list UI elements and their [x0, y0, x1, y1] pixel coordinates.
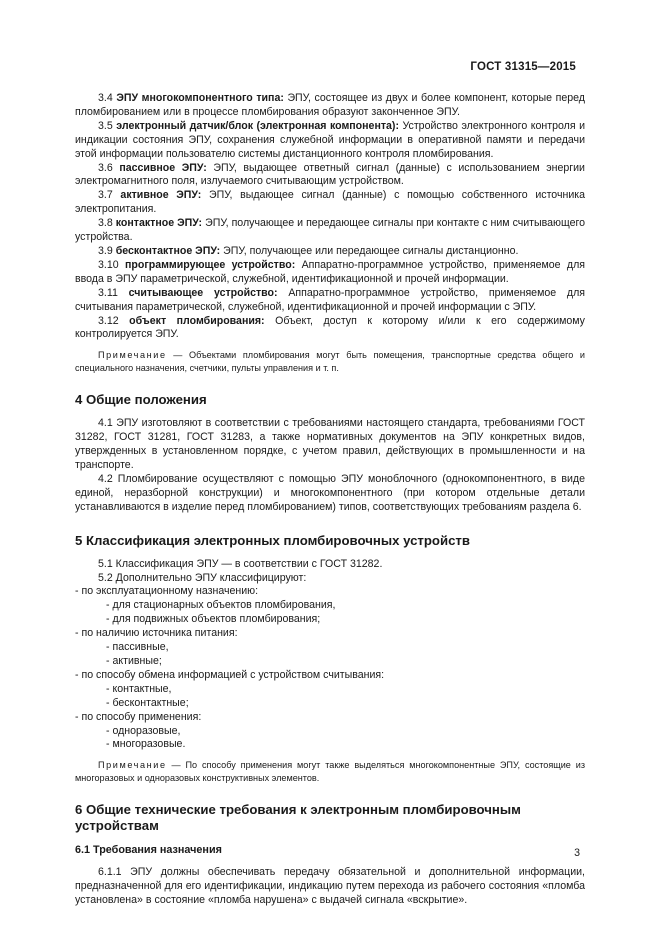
- term-definition: ЭПУ, выдающее ответный сигнал (данные) с использованием энергии электромагнитного поля, излучаемого считывающим устройством.: [75, 161, 585, 188]
- list-item: - многоразовые.: [106, 738, 186, 751]
- term-3-10: 3.10 программирующее устройство: Аппаратно-программное устройство, применяемое для ввода в ЭПУ параметрической, служебной, идентификационной и прочей информации.: [75, 258, 586, 285]
- paragraph-4-1: 4.1 ЭПУ изготовляют в соответствии с требованиями настоящего стандарта, требованиями ГОСТ 31282, ГОСТ 31281, ГОСТ 31283, а также нормативных документов на ЭПУ конкретных видов, утвержденных в установленном порядке, с учетом правил, действующих в промышленности и на транспорте.: [75, 417, 585, 472]
- terms-list: [75, 92, 585, 342]
- term-definition: Объект, доступ к которому и/или к его содержимому контролируется ЭПУ.: [75, 314, 585, 341]
- term-definition: ЭПУ, получающее или передающее сигналы дистанционно.: [223, 244, 519, 257]
- term-definition: Устройство электронного контроля и индикации состояния ЭПУ, сохранения служебной информации в оперативной памяти и передачи этой информации пользователю системы дистанционного контроля пломбирования.: [75, 119, 585, 160]
- paragraph-4-2: 4.2 Пломбирование осуществляют с помощью ЭПУ моноблочного (однокомпонентного, в виде единой, неразборной конструкции) и многокомпонентного (при котором отдельные детали устанавливаются в изделие перед пломбированием) типов, соответствующих требованиям раздела 6.: [75, 472, 585, 513]
- paragraph-5-2: 5.2 Дополнительно ЭПУ классифицируют:: [98, 571, 307, 584]
- section-6-title: 6 Общие технические требования к электронным пломбировочным устройствам: [75, 802, 521, 834]
- term-name: активное ЭПУ:: [120, 189, 202, 202]
- term-name: программирующее устройство:: [124, 258, 296, 271]
- term-name: электронный датчик/блок (электронная компонента):: [116, 119, 399, 132]
- term-name: пассивное ЭПУ:: [119, 161, 207, 174]
- subsection-6-1-title: 6.1 Требования назначения: [75, 844, 222, 857]
- standard-code-header: ГОСТ 31315—2015: [470, 61, 576, 73]
- classification-list: [75, 585, 585, 752]
- note-reusable: [75, 759, 585, 784]
- list-item: - бесконтактные;: [106, 696, 189, 709]
- page-content: [75, 92, 585, 908]
- list-item: - по способу применения:: [75, 710, 202, 723]
- term-name: объект пломбирования:: [129, 314, 265, 327]
- paragraph-5-1: 5.1 Классификация ЭПУ — в соответствии с ГОСТ 31282.: [98, 557, 383, 570]
- term-name: контактное ЭПУ:: [115, 217, 203, 230]
- term-3-8: 3.8 контактное ЭПУ: ЭПУ, получающее и передающее сигналы при контакте с ним считывающего устройства.: [75, 217, 586, 244]
- list-item: - активные;: [106, 655, 162, 667]
- note-label: Примечание: [98, 350, 167, 361]
- term-3-11: 3.11 считывающее устройство: Аппаратно-программное устройство, применяемое для считывания параметрической, служебной, идентификационной и прочей информации с ЭПУ.: [75, 286, 586, 313]
- note-text: — По способу применения могут также выделяться многокомпонентные ЭПУ, состоящие из многоразовых и одноразовых конструктивных элементов.: [75, 760, 585, 783]
- term-definition: Аппаратно-программное устройство, применяемое для ввода в ЭПУ параметрической, служебной, идентификационной и прочей информации.: [75, 258, 586, 285]
- term-3-12: 3.12 объект пломбирования: Объект, доступ к которому и/или к его содержимому контролируется ЭПУ.: [75, 314, 585, 341]
- note-objects: [75, 349, 585, 374]
- list-item: - для стационарных объектов пломбирования,: [106, 599, 336, 612]
- term-definition: ЭПУ, получающее и передающее сигналы при контакте с ним считывающего устройства.: [75, 217, 586, 244]
- paragraph-6-1-1: 6.1.1 ЭПУ должны обеспечивать передачу обязательной и дополнительной информации, предназначенной для его идентификации, индикацию путем перехода из рабочего состояния «пломба установлена» в состояние «пломба нарушена» с выдачей сигнала «вскрытие».: [75, 866, 585, 907]
- list-item: - пассивные,: [106, 641, 169, 654]
- term-3-7: 3.7 активное ЭПУ: ЭПУ, выдающее сигнал (данные) с помощью собственного источника электропитания.: [75, 189, 586, 216]
- term-name: ЭПУ многокомпонентного типа:: [116, 92, 284, 104]
- term-definition: ЭПУ, состоящее из двух и более компонент, которые перед пломбированием или в процессе пломбирования образуют законченное ЭПУ.: [75, 92, 585, 118]
- term-name: считывающее устройство:: [128, 286, 278, 299]
- term-definition: ЭПУ, выдающее сигнал (данные) с помощью собственного источника электропитания.: [75, 189, 586, 216]
- section-5-title: 5 Классификация электронных пломбировочных устройств: [75, 532, 470, 548]
- section-4-title: 4 Общие положения: [75, 392, 207, 408]
- page-number: 3: [574, 847, 580, 859]
- list-item: - по способу обмена информацией с устройством считывания:: [75, 668, 385, 681]
- term-3-4: 3.4 ЭПУ многокомпонентного типа: ЭПУ, состоящее из двух и более компонент, которые перед пломбированием или в процессе пломбирования образуют законченное ЭПУ.: [75, 92, 585, 118]
- term-definition: Аппаратно-программное устройство, применяемое для считывания параметрической, служебной, идентификационной и прочей информации с ЭПУ.: [75, 286, 586, 313]
- note-label: Примечание: [98, 760, 167, 771]
- list-item: - по эксплуатационному назначению:: [75, 585, 259, 598]
- list-item: - для подвижных объектов пломбирования;: [106, 613, 321, 626]
- term-3-5: 3.5 электронный датчик/блок (электронная компонента): Устройство электронного контроля и индикации состояния ЭПУ, сохранения служебной информации в оперативной памяти и передачи этой информации пользователю системы дистанционного контроля пломбирования.: [75, 119, 585, 160]
- list-item: - контактные,: [106, 682, 172, 695]
- term-3-9: 3.9 бесконтактное ЭПУ: ЭПУ, получающее или передающее сигналы дистанционно.: [98, 244, 519, 257]
- list-item: - по наличию источника питания:: [75, 627, 238, 640]
- term-3-6: 3.6 пассивное ЭПУ: ЭПУ, выдающее ответный сигнал (данные) с использованием энергии электромагнитного поля, излучаемого считывающим устройством.: [75, 161, 585, 188]
- term-name: бесконтактное ЭПУ:: [115, 244, 221, 257]
- list-item: - одноразовые,: [106, 724, 181, 737]
- note-text: — Объектами пломбирования могут быть помещения, транспортные средства общего и специального назначения, счетчики, пульты управления и т. п.: [75, 350, 585, 373]
